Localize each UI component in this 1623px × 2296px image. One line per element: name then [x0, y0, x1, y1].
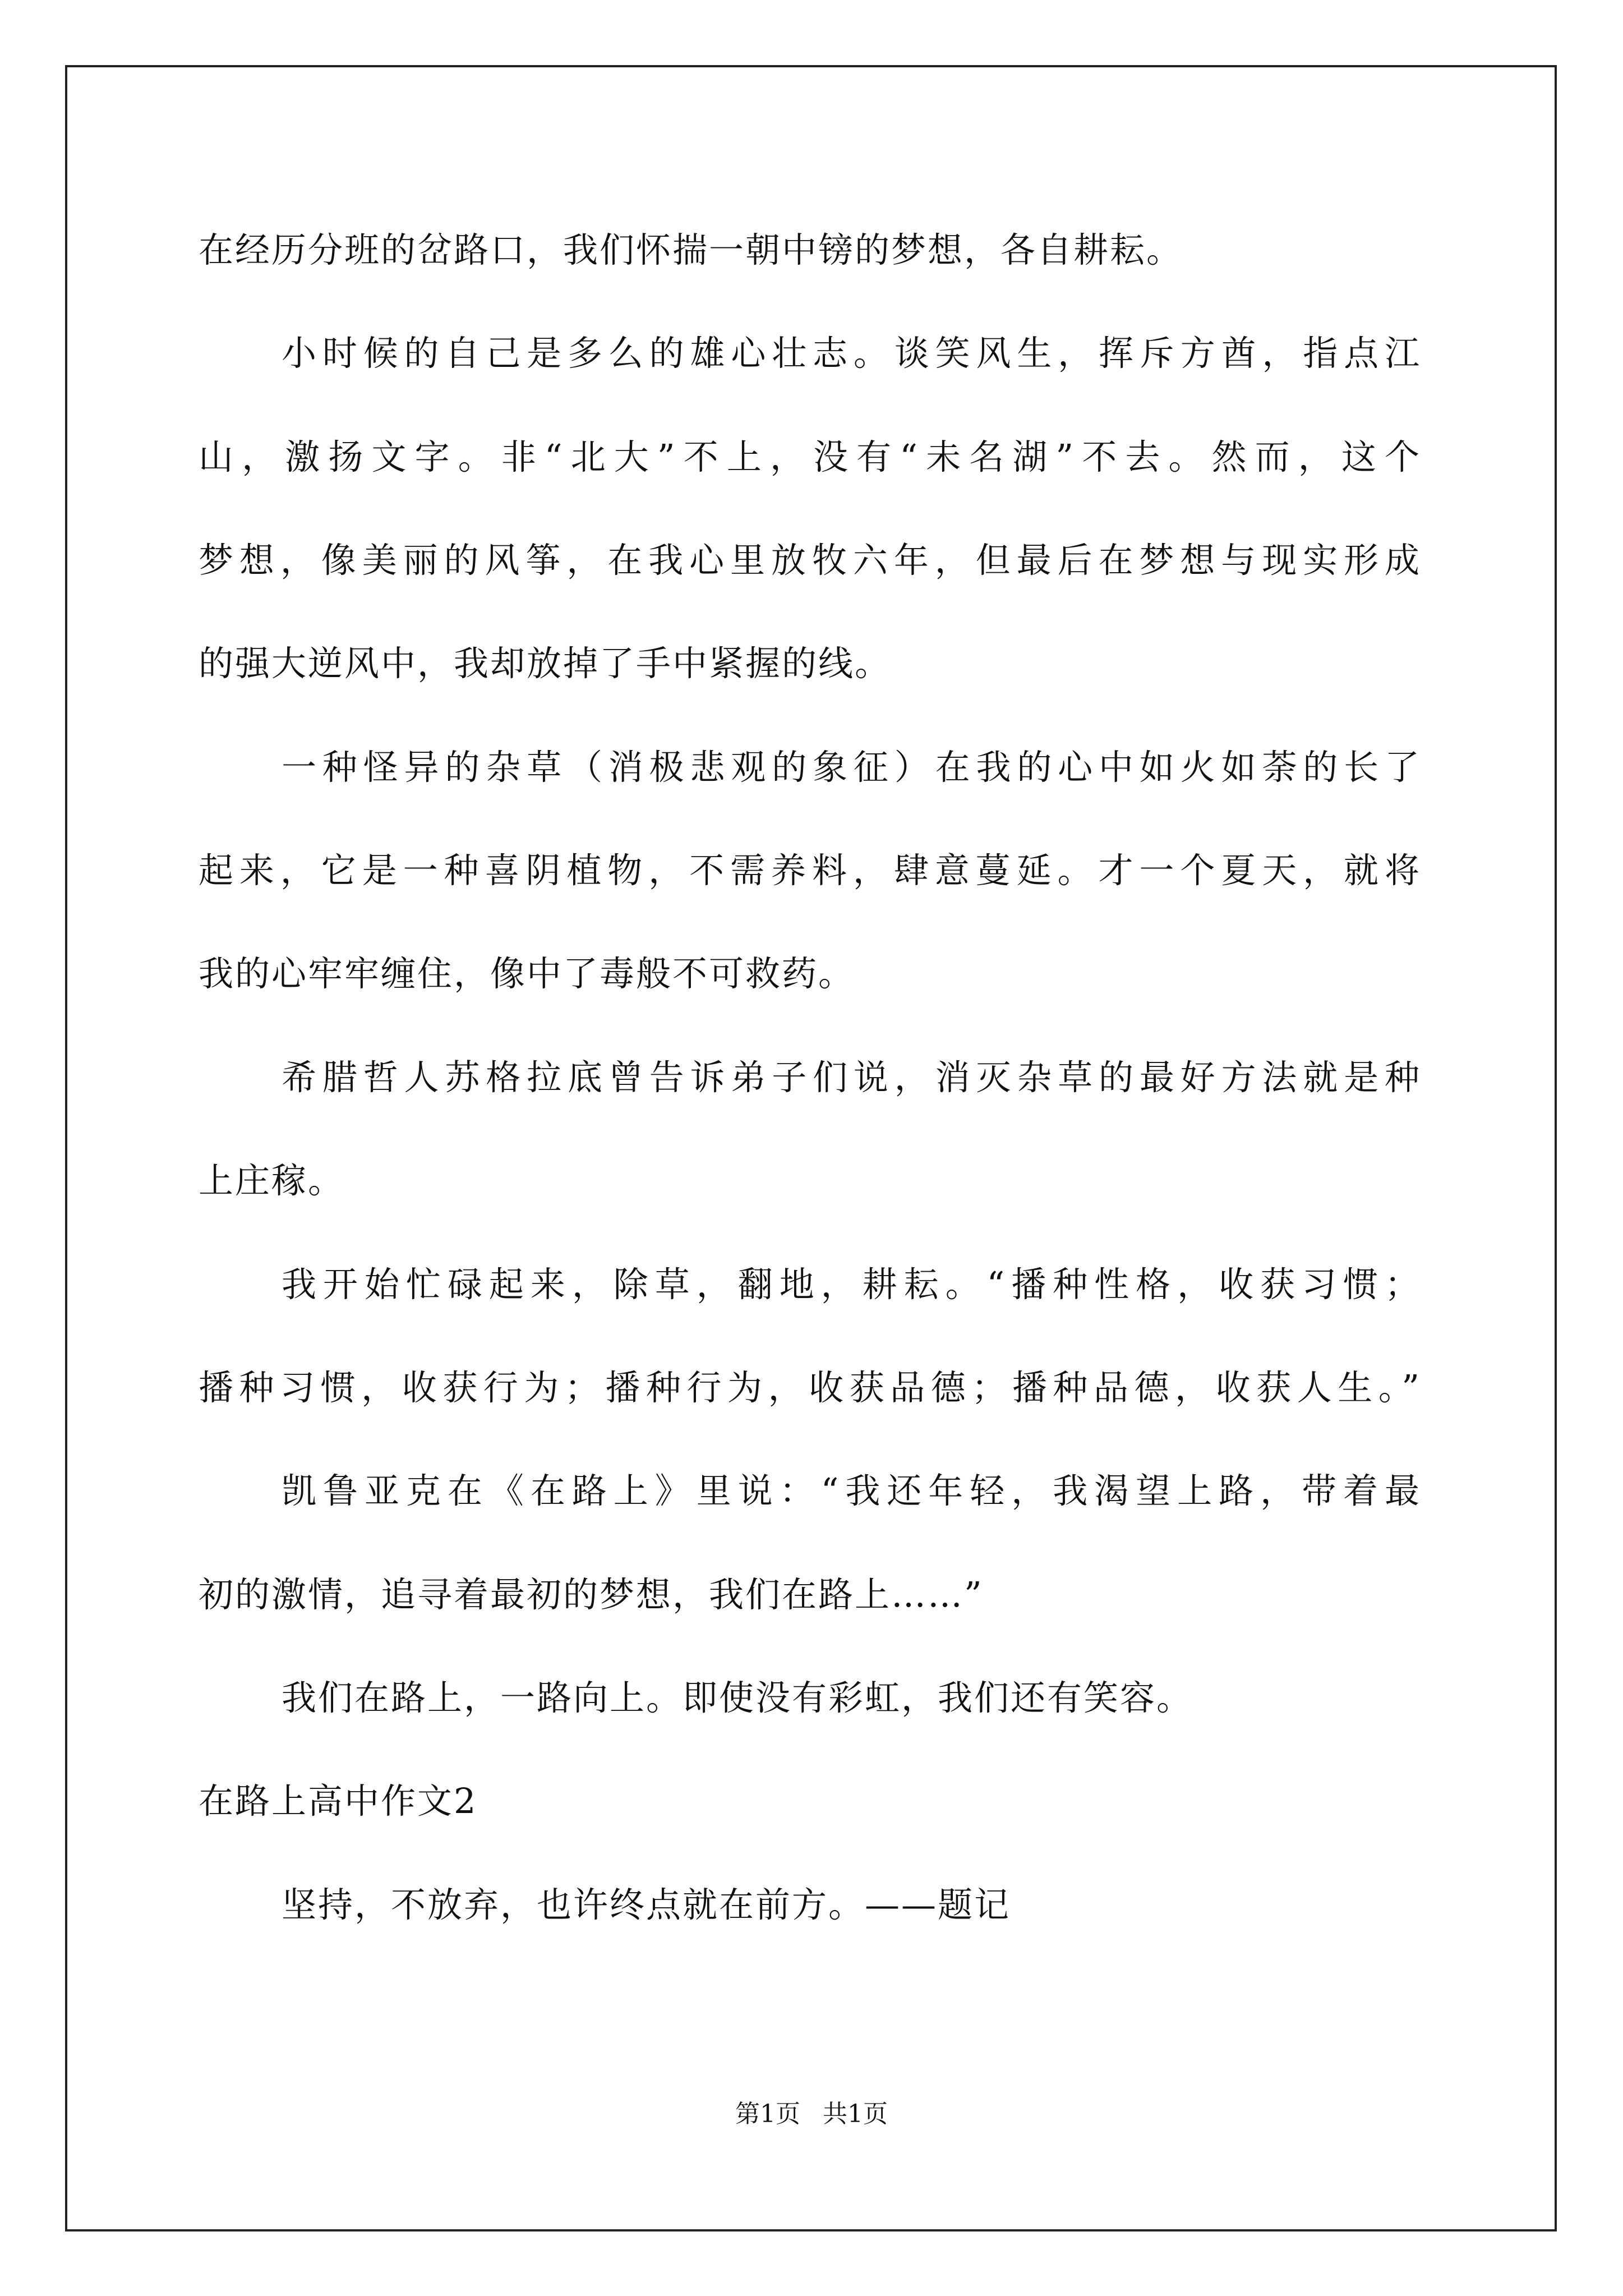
paragraph-first-line: 小时候的自己是多么的雄心壮志。谈笑风生，挥斥方酋，指点江: [282, 333, 1421, 374]
text-line: 起来，它是一种喜阴植物，不需养料，肆意蔓延。才一个夏天，就将: [199, 850, 1421, 891]
section-heading: 在路上高中作文2: [199, 1780, 478, 1821]
paragraph-first-line: 我们在路上，一路向上。即使没有彩虹，我们还有笑容。: [282, 1677, 1193, 1718]
text-line: 我的心牢牢缠住，像中了毒般不可救药。: [199, 953, 855, 994]
paragraph-first-line: 希腊哲人苏格拉底曾告诉弟子们说，消灭杂草的最好方法就是种: [282, 1057, 1421, 1098]
text-line: 播种习惯，收获行为；播种行为，收获品德；播种品德，收获人生。”: [199, 1367, 1421, 1408]
page-footer: [0, 2097, 1623, 2131]
paragraph-first-line: 凯鲁亚克在《在路上》里说：“我还年轻，我渴望上路，带着最: [282, 1470, 1421, 1511]
paragraph-first-line: 一种怪异的杂草（消极悲观的象征）在我的心中如火如荼的长了: [282, 747, 1421, 788]
text-line: 上庄稼。: [199, 1160, 345, 1201]
epigraph: 坚持，不放弃，也许终点就在前方。——题记: [282, 1884, 1011, 1925]
text-line: 梦想，像美丽的风筝，在我心里放牧六年，但最后在梦想与现实形成: [199, 540, 1421, 581]
text-line: 初的激情，追寻着最初的梦想，我们在路上……”: [199, 1574, 984, 1615]
page-total: 共1页: [823, 2100, 888, 2128]
text-line: 山，激扬文字。非“北大”不上，没有“未名湖”不去。然而，这个: [199, 436, 1421, 477]
text-line: 在经历分班的岔路口，我们怀揣一朝中镑的梦想，各自耕耘。: [199, 229, 1183, 270]
page-number: 第1页: [735, 2100, 800, 2128]
paragraph-first-line: 我开始忙碌起来，除草，翻地，耕耘。“播种性格，收获习惯；: [282, 1264, 1421, 1305]
text-line: 的强大逆风中，我却放掉了手中紧握的线。: [199, 643, 892, 684]
